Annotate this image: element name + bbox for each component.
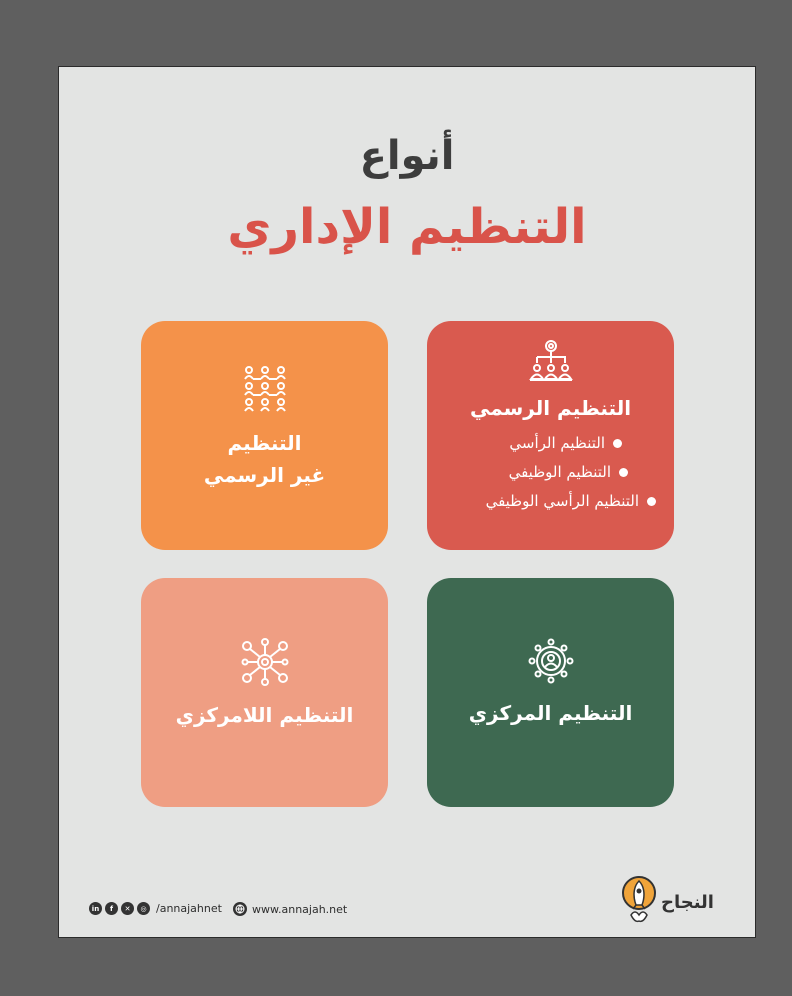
card-informal-organization bbox=[141, 321, 388, 550]
brand-logo bbox=[621, 875, 714, 929]
page-title-line1: أنواع bbox=[359, 133, 455, 179]
social-links bbox=[89, 902, 222, 915]
hub-people-icon bbox=[241, 638, 289, 686]
gear-people-icon bbox=[528, 638, 574, 684]
linkedin-icon[interactable]: in bbox=[89, 902, 102, 915]
bullet-icon bbox=[619, 468, 628, 477]
facebook-icon[interactable]: f bbox=[105, 902, 118, 915]
network-people-icon bbox=[241, 365, 289, 413]
card-central-title: التنظيم المركزي bbox=[468, 701, 633, 725]
org-chart-icon bbox=[528, 339, 574, 385]
page-title-line2: التنظيم الإداري bbox=[227, 199, 587, 255]
website-url[interactable]: www.annajah.net bbox=[252, 902, 348, 916]
card-informal-title: التنظيم غير الرسمي bbox=[203, 431, 326, 487]
card-decentral-organization bbox=[141, 578, 388, 807]
card-decentral-title: التنظيم اللامركزي bbox=[175, 703, 354, 727]
website-link[interactable] bbox=[233, 902, 347, 916]
globe-icon bbox=[233, 902, 247, 916]
infographic-page bbox=[58, 66, 756, 938]
list-item: التنظيم الوظيفي bbox=[427, 458, 674, 487]
social-handle[interactable]: /annajahnet bbox=[156, 902, 222, 915]
card-formal-title: التنظيم الرسمي bbox=[469, 396, 632, 420]
list-item: التنظيم الرأسي الوظيفي bbox=[427, 487, 674, 516]
x-icon[interactable]: ✕ bbox=[121, 902, 134, 915]
card-formal-organization bbox=[427, 321, 674, 550]
bullet-icon bbox=[647, 497, 656, 506]
brand-name: النجاح bbox=[661, 891, 714, 913]
formal-types-list bbox=[427, 429, 674, 516]
rocket-logo-icon bbox=[621, 875, 657, 929]
bullet-icon bbox=[613, 439, 622, 448]
list-item: التنظيم الرأسي bbox=[427, 429, 674, 458]
card-central-organization bbox=[427, 578, 674, 807]
instagram-icon[interactable]: ◎ bbox=[137, 902, 150, 915]
